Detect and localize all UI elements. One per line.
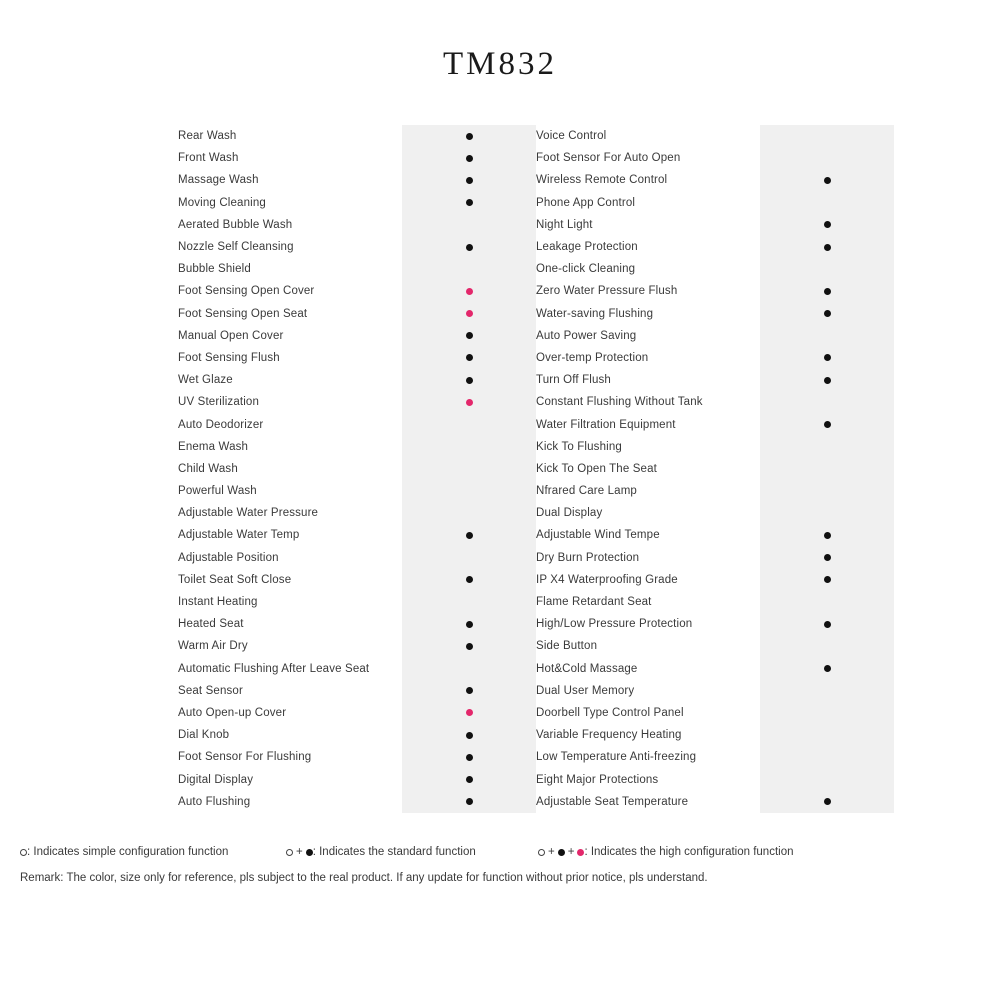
- table-row: [178, 480, 894, 502]
- feature-mark-left: [402, 680, 536, 702]
- feature-mark-left: [402, 147, 536, 169]
- black-dot-icon: [306, 849, 313, 856]
- legend-high: [538, 846, 794, 858]
- feature-mark-left: [402, 325, 536, 347]
- black-dot-icon: [466, 643, 473, 650]
- feature-label-left: Instant Heating: [178, 596, 258, 609]
- table-row: [178, 280, 894, 302]
- feature-label-left: Foot Sensing Open Seat: [178, 307, 308, 320]
- legend-standard: [286, 846, 476, 858]
- feature-mark-right: [760, 458, 894, 480]
- table-row: [178, 147, 894, 169]
- black-dot-icon: [558, 849, 565, 856]
- feature-mark-right: [760, 369, 894, 391]
- feature-mark-left: [402, 768, 536, 790]
- feature-mark-right: [760, 791, 894, 813]
- feature-mark-left: [402, 258, 536, 280]
- table-row: [178, 391, 894, 413]
- feature-label-right: Wireless Remote Control: [536, 174, 668, 187]
- table-row: [178, 502, 894, 524]
- black-dot-icon: [824, 177, 831, 184]
- feature-label-right: Adjustable Wind Tempe: [536, 529, 660, 542]
- feature-mark-right: [760, 569, 894, 591]
- feature-label-right: Auto Power Saving: [536, 329, 637, 342]
- empty-mark-icon: [824, 155, 831, 162]
- feature-mark-left: [402, 480, 536, 502]
- feature-mark-right: [760, 436, 894, 458]
- black-dot-icon: [466, 155, 473, 162]
- feature-label-left: Foot Sensing Flush: [178, 351, 280, 364]
- feature-mark-right: [760, 347, 894, 369]
- feature-mark-left: [402, 169, 536, 191]
- table-row: [178, 680, 894, 702]
- black-dot-icon: [824, 798, 831, 805]
- black-dot-icon: [466, 776, 473, 783]
- feature-label-left: Heated Seat: [178, 618, 244, 631]
- table-row: [178, 347, 894, 369]
- black-dot-icon: [824, 421, 831, 428]
- black-dot-icon: [466, 798, 473, 805]
- feature-label-left: Child Wash: [178, 462, 238, 475]
- feature-label-left: Powerful Wash: [178, 485, 257, 498]
- feature-label-left: Massage Wash: [178, 174, 259, 187]
- feature-label-left: Aerated Bubble Wash: [178, 218, 293, 231]
- feature-label-left: Seat Sensor: [178, 684, 243, 697]
- feature-mark-right: [760, 147, 894, 169]
- empty-mark-icon: [824, 599, 831, 606]
- feature-mark-left: [402, 591, 536, 613]
- empty-mark-icon: [824, 199, 831, 206]
- black-dot-icon: [466, 754, 473, 761]
- table-row: [178, 125, 894, 147]
- feature-mark-left: [402, 436, 536, 458]
- table-row: [178, 702, 894, 724]
- feature-mark-right: [760, 391, 894, 413]
- black-dot-icon: [466, 377, 473, 384]
- feature-mark-left: [402, 547, 536, 569]
- feature-mark-right: [760, 325, 894, 347]
- feature-mark-right: [760, 724, 894, 746]
- empty-mark-icon: [466, 465, 473, 472]
- feature-label-left: Auto Deodorizer: [178, 418, 264, 431]
- table-row: [178, 169, 894, 191]
- black-dot-icon: [824, 288, 831, 295]
- black-dot-icon: [824, 621, 831, 628]
- empty-mark-icon: [466, 443, 473, 450]
- table-row: [178, 258, 894, 280]
- table-row: [178, 569, 894, 591]
- table-row: [178, 436, 894, 458]
- feature-mark-right: [760, 635, 894, 657]
- feature-mark-right: [760, 680, 894, 702]
- feature-label-left: Toilet Seat Soft Close: [178, 573, 292, 586]
- empty-mark-icon: [824, 465, 831, 472]
- feature-label-right: Foot Sensor For Auto Open: [536, 152, 681, 165]
- feature-mark-right: [760, 125, 894, 147]
- empty-mark-icon: [824, 399, 831, 406]
- feature-mark-right: [760, 214, 894, 236]
- feature-mark-right: [760, 303, 894, 325]
- feature-mark-left: [402, 613, 536, 635]
- feature-label-left: Adjustable Position: [178, 551, 279, 564]
- empty-mark-icon: [466, 599, 473, 606]
- feature-mark-right: [760, 547, 894, 569]
- feature-mark-left: [402, 569, 536, 591]
- feature-label-right: IP X4 Waterproofing Grade: [536, 573, 678, 586]
- feature-mark-left: [402, 192, 536, 214]
- table-row: [178, 214, 894, 236]
- feature-label-left: Enema Wash: [178, 440, 249, 453]
- feature-label-left: Rear Wash: [178, 130, 237, 143]
- feature-mark-right: [760, 480, 894, 502]
- feature-label-left: UV Sterilization: [178, 396, 260, 409]
- feature-mark-right: [760, 746, 894, 768]
- black-dot-icon: [824, 532, 831, 539]
- feature-label-right: Zero Water Pressure Flush: [536, 285, 678, 298]
- empty-mark-icon: [824, 488, 831, 495]
- feature-label-left: Foot Sensing Open Cover: [178, 285, 315, 298]
- table-row: [178, 236, 894, 258]
- table-row: [178, 635, 894, 657]
- feature-label-right: Turn Off Flush: [536, 374, 611, 387]
- feature-label-right: Nfrared Care Lamp: [536, 485, 637, 498]
- table-row: [178, 658, 894, 680]
- open-circle-icon: [538, 849, 545, 856]
- black-dot-icon: [824, 665, 831, 672]
- page-title: TM832: [443, 46, 557, 82]
- feature-label-left: Auto Flushing: [178, 795, 251, 808]
- feature-label-left: Foot Sensor For Flushing: [178, 751, 312, 764]
- empty-mark-icon: [466, 510, 473, 517]
- feature-label-left: Adjustable Water Temp: [178, 529, 300, 542]
- feature-mark-left: [402, 214, 536, 236]
- feature-label-right: Variable Frequency Heating: [536, 729, 682, 742]
- feature-label-left: Warm Air Dry: [178, 640, 248, 653]
- feature-mark-right: [760, 613, 894, 635]
- feature-mark-left: [402, 369, 536, 391]
- feature-label-right: One-click Cleaning: [536, 263, 636, 276]
- feature-mark-left: [402, 125, 536, 147]
- black-dot-icon: [824, 377, 831, 384]
- feature-mark-right: [760, 658, 894, 680]
- feature-mark-right: [760, 502, 894, 524]
- table-row: [178, 325, 894, 347]
- empty-mark-icon: [824, 754, 831, 761]
- plus-sign: +: [548, 846, 555, 858]
- black-dot-icon: [466, 576, 473, 583]
- feature-label-right: Dual Display: [536, 507, 603, 520]
- empty-mark-icon: [824, 510, 831, 517]
- feature-mark-left: [402, 391, 536, 413]
- feature-mark-left: [402, 635, 536, 657]
- feature-mark-right: [760, 768, 894, 790]
- table-row: [178, 613, 894, 635]
- table-row: [178, 724, 894, 746]
- empty-mark-icon: [824, 687, 831, 694]
- black-dot-icon: [466, 133, 473, 140]
- feature-mark-left: [402, 303, 536, 325]
- feature-label-right: Over-temp Protection: [536, 351, 649, 364]
- table-row: [178, 746, 894, 768]
- feature-label-right: Constant Flushing Without Tank: [536, 396, 703, 409]
- legend-simple-label: : Indicates simple configuration function: [27, 846, 229, 858]
- feature-mark-right: [760, 280, 894, 302]
- legend-high-label: : Indicates the high configuration function: [584, 846, 794, 858]
- feature-mark-left: [402, 524, 536, 546]
- legend: [20, 846, 980, 866]
- empty-mark-icon: [466, 421, 473, 428]
- pink-dot-icon: [466, 310, 473, 317]
- feature-mark-left: [402, 746, 536, 768]
- table-row: [178, 369, 894, 391]
- table-row: [178, 458, 894, 480]
- feature-mark-right: [760, 702, 894, 724]
- feature-label-left: Automatic Flushing After Leave Seat: [178, 662, 370, 675]
- black-dot-icon: [824, 554, 831, 561]
- feature-label-right: Dry Burn Protection: [536, 551, 640, 564]
- feature-mark-left: [402, 280, 536, 302]
- pink-dot-icon: [466, 709, 473, 716]
- black-dot-icon: [466, 177, 473, 184]
- feature-label-right: Low Temperature Anti-freezing: [536, 751, 697, 764]
- feature-label-right: Phone App Control: [536, 196, 636, 209]
- black-dot-icon: [466, 332, 473, 339]
- feature-label-right: Night Light: [536, 218, 593, 231]
- feature-mark-left: [402, 702, 536, 724]
- feature-label-right: Water-saving Flushing: [536, 307, 654, 320]
- feature-mark-right: [760, 524, 894, 546]
- empty-mark-icon: [824, 266, 831, 273]
- black-dot-icon: [466, 621, 473, 628]
- feature-mark-left: [402, 724, 536, 746]
- legend-simple: [20, 846, 228, 858]
- empty-mark-icon: [466, 488, 473, 495]
- empty-mark-icon: [824, 732, 831, 739]
- feature-mark-right: [760, 169, 894, 191]
- pink-dot-icon: [466, 399, 473, 406]
- feature-label-right: High/Low Pressure Protection: [536, 618, 693, 631]
- black-dot-icon: [824, 221, 831, 228]
- table-row: [178, 791, 894, 813]
- feature-label-left: Adjustable Water Pressure: [178, 507, 319, 520]
- feature-label-right: Voice Control: [536, 130, 607, 143]
- feature-mark-left: [402, 658, 536, 680]
- feature-mark-right: [760, 591, 894, 613]
- feature-mark-left: [402, 502, 536, 524]
- legend-row: [20, 846, 980, 866]
- feature-mark-right: [760, 236, 894, 258]
- feature-label-right: Flame Retardant Seat: [536, 596, 652, 609]
- specification-table: [178, 125, 894, 813]
- feature-label-right: Leakage Protection: [536, 241, 638, 254]
- empty-mark-icon: [466, 221, 473, 228]
- plus-sign: +: [567, 846, 575, 858]
- black-dot-icon: [466, 532, 473, 539]
- table-row: [178, 303, 894, 325]
- table-row: [178, 547, 894, 569]
- open-circle-icon: [286, 849, 293, 856]
- open-circle-icon: [20, 849, 27, 856]
- feature-mark-left: [402, 791, 536, 813]
- feature-mark-right: [760, 413, 894, 435]
- empty-mark-icon: [824, 332, 831, 339]
- table-row: [178, 413, 894, 435]
- table-row: [178, 524, 894, 546]
- feature-mark-left: [402, 413, 536, 435]
- empty-mark-icon: [824, 443, 831, 450]
- table-row: [178, 591, 894, 613]
- black-dot-icon: [824, 576, 831, 583]
- feature-mark-right: [760, 258, 894, 280]
- black-dot-icon: [466, 244, 473, 251]
- feature-label-left: Nozzle Self Cleansing: [178, 241, 294, 254]
- feature-label-left: Wet Glaze: [178, 374, 233, 387]
- feature-label-right: Adjustable Seat Temperature: [536, 795, 689, 808]
- feature-label-left: Dial Knob: [178, 729, 230, 742]
- feature-label-right: Eight Major Protections: [536, 773, 659, 786]
- black-dot-icon: [466, 199, 473, 206]
- plus-sign: +: [296, 846, 303, 858]
- black-dot-icon: [466, 687, 473, 694]
- feature-label-right: Kick To Flushing: [536, 440, 622, 453]
- empty-mark-icon: [824, 776, 831, 783]
- black-dot-icon: [824, 354, 831, 361]
- feature-label-right: Water Filtration Equipment: [536, 418, 676, 431]
- table-row: [178, 192, 894, 214]
- feature-label-right: Hot&Cold Massage: [536, 662, 638, 675]
- feature-mark-left: [402, 347, 536, 369]
- pink-dot-icon: [466, 288, 473, 295]
- feature-mark-left: [402, 236, 536, 258]
- feature-label-right: Dual User Memory: [536, 684, 635, 697]
- feature-label-left: Front Wash: [178, 152, 239, 165]
- empty-mark-icon: [466, 554, 473, 561]
- empty-mark-icon: [824, 709, 831, 716]
- black-dot-icon: [824, 310, 831, 317]
- black-dot-icon: [466, 732, 473, 739]
- feature-label-left: Moving Cleaning: [178, 196, 266, 209]
- black-dot-icon: [466, 354, 473, 361]
- black-dot-icon: [824, 244, 831, 251]
- feature-label-right: Side Button: [536, 640, 598, 653]
- feature-mark-left: [402, 458, 536, 480]
- empty-mark-icon: [824, 643, 831, 650]
- legend-standard-label: : Indicates the standard function: [312, 846, 476, 858]
- table-row: [178, 768, 894, 790]
- empty-mark-icon: [466, 266, 473, 273]
- feature-label-left: Digital Display: [178, 773, 254, 786]
- feature-mark-right: [760, 192, 894, 214]
- empty-mark-icon: [824, 133, 831, 140]
- table-body: [178, 125, 894, 813]
- feature-label-left: Bubble Shield: [178, 263, 251, 276]
- feature-label-right: Kick To Open The Seat: [536, 462, 657, 475]
- empty-mark-icon: [466, 665, 473, 672]
- feature-label-left: Manual Open Cover: [178, 329, 284, 342]
- feature-label-left: Auto Open-up Cover: [178, 706, 287, 719]
- feature-label-right: Doorbell Type Control Panel: [536, 706, 684, 719]
- remark-text: Remark: The color, size only for reference, pls subject to the real product. If any update for function without prior notice, pls understand.: [20, 872, 708, 884]
